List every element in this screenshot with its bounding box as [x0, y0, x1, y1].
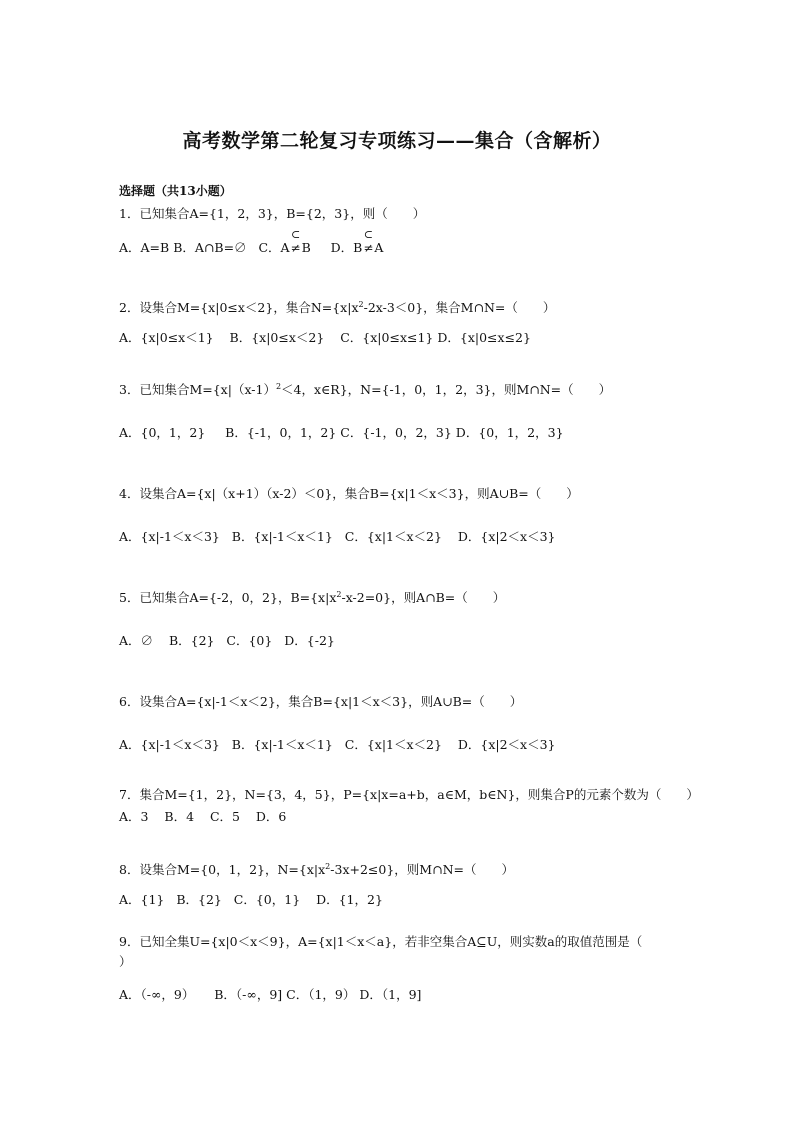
option-d: D．6: [255, 809, 287, 824]
question-5-stem: 5．已知集合A={-2，0，2}，$B=\{x|x^2-x-2=0\}$，则A∩B=（ ）: [119, 590, 506, 605]
question-7-stem: 7．集合M={1，2}，N={3，4，5}，P={x|x=a+b，a∈M，b∈N}，则集合P的元素个数为（ ）: [119, 787, 699, 802]
question-2-options: [119, 328, 531, 346]
question-6-stem: 6．设集合A={x|-1＜x＜2}，集合B={x|1＜x＜3}，则A∪B=（ ）: [119, 694, 523, 709]
question-3-options: [119, 423, 564, 441]
option-b: B．{x|-1＜x＜1}: [231, 737, 333, 752]
option-a: A．A=B: [119, 240, 170, 255]
option-b: B．{2}: [168, 633, 215, 648]
page-title: 高考数学第二轮复习专项练习——集合（含解析）: [182, 130, 612, 152]
question-9-options: [119, 985, 421, 1003]
option-d: D．{x|2＜x＜3}: [457, 737, 556, 752]
option-c: C．{-1，0，2，3}: [340, 425, 452, 440]
option-b: B．4: [164, 809, 195, 824]
question-9-stem: 9．已知全集U={x|0＜x＜9}，A={x|1＜x＜a}，若非空集合A⊆U，则实数a的取值范围是（: [119, 934, 643, 949]
proper-subset-symbol: ⊂ ≠: [290, 228, 301, 255]
option-d: D．{1，2}: [316, 892, 383, 907]
option-a: A．{x|-1＜x＜3}: [119, 529, 220, 544]
question-2-stem: 2．设集合M={x|0≤x＜2}，集合$N=\{x|x^2-2x-3<0\}$，集合M∩N=（ ）: [119, 300, 556, 315]
question-3-stem: 3．已知集合$M=\{x|(x-1)^2<4$，x∈R}，N={-1，0，1，2，3}，则M∩N=（ ）: [119, 382, 612, 397]
option-c: C．A ⊂ ≠B: [258, 228, 311, 255]
option-c: C．{x|1＜x＜2}: [344, 529, 442, 544]
option-c: C．（1，9）: [286, 987, 356, 1002]
option-c: C．{x|0≤x≤1}: [340, 330, 434, 345]
option-b: B．（-∞，9]: [214, 987, 283, 1002]
option-b: B．A∩B=∅: [173, 240, 247, 255]
proper-subset-symbol: ⊂ ≠: [363, 228, 374, 255]
question-1-stem: 1．已知集合A={1，2，3}，B={2，3}，则（ ）: [119, 206, 426, 221]
question-1-options: [119, 228, 384, 256]
option-d: D．{0，1，2，3}: [455, 425, 564, 440]
option-d: D．{x|2＜x＜3}: [457, 529, 556, 544]
option-a: A．{0，1，2}: [119, 425, 206, 440]
question-8-stem: 8．设集合M={0，1，2}，$N=\{x|x^2-3x+2\le 0\}$，则M∩N=（ ）: [119, 862, 514, 877]
question-8-options: [119, 890, 383, 908]
option-d: D．{-2}: [284, 633, 335, 648]
option-b: B．{2}: [176, 892, 222, 907]
option-d: D．B ⊂ ≠A: [330, 228, 384, 255]
question-4-stem: 4．设集合A={x|（x+1）（x-2）＜0}，集合B={x|1＜x＜3}，则A∪B=（ ）: [119, 486, 579, 501]
option-b: B．{-1，0，1，2}: [225, 425, 337, 440]
question-4-options: [119, 527, 556, 545]
option-b: B．{x|0≤x＜2}: [229, 330, 325, 345]
section-heading: 选择题（共13小题）: [119, 184, 232, 198]
question-6-options: [119, 735, 556, 753]
option-a: A．∅: [119, 633, 154, 648]
question-9-stem-wrap: ）: [119, 954, 132, 969]
option-a: A．（-∞，9）: [119, 987, 195, 1002]
option-d: D．{x|0≤x≤2}: [437, 330, 531, 345]
option-a: A．{1}: [119, 892, 165, 907]
option-a: A．{x|-1＜x＜3}: [119, 737, 220, 752]
question-5-options: [119, 631, 335, 649]
option-c: C．{x|1＜x＜2}: [344, 737, 442, 752]
option-a: A．{x|0≤x＜1}: [119, 330, 214, 345]
question-7-options: [119, 807, 286, 825]
option-a: A．3: [119, 809, 149, 824]
option-d: D．（1，9]: [359, 987, 422, 1002]
option-c: C．{0，1}: [233, 892, 301, 907]
option-b: B．{x|-1＜x＜1}: [231, 529, 333, 544]
option-c: C．5: [209, 809, 240, 824]
option-c: C．{0}: [226, 633, 273, 648]
